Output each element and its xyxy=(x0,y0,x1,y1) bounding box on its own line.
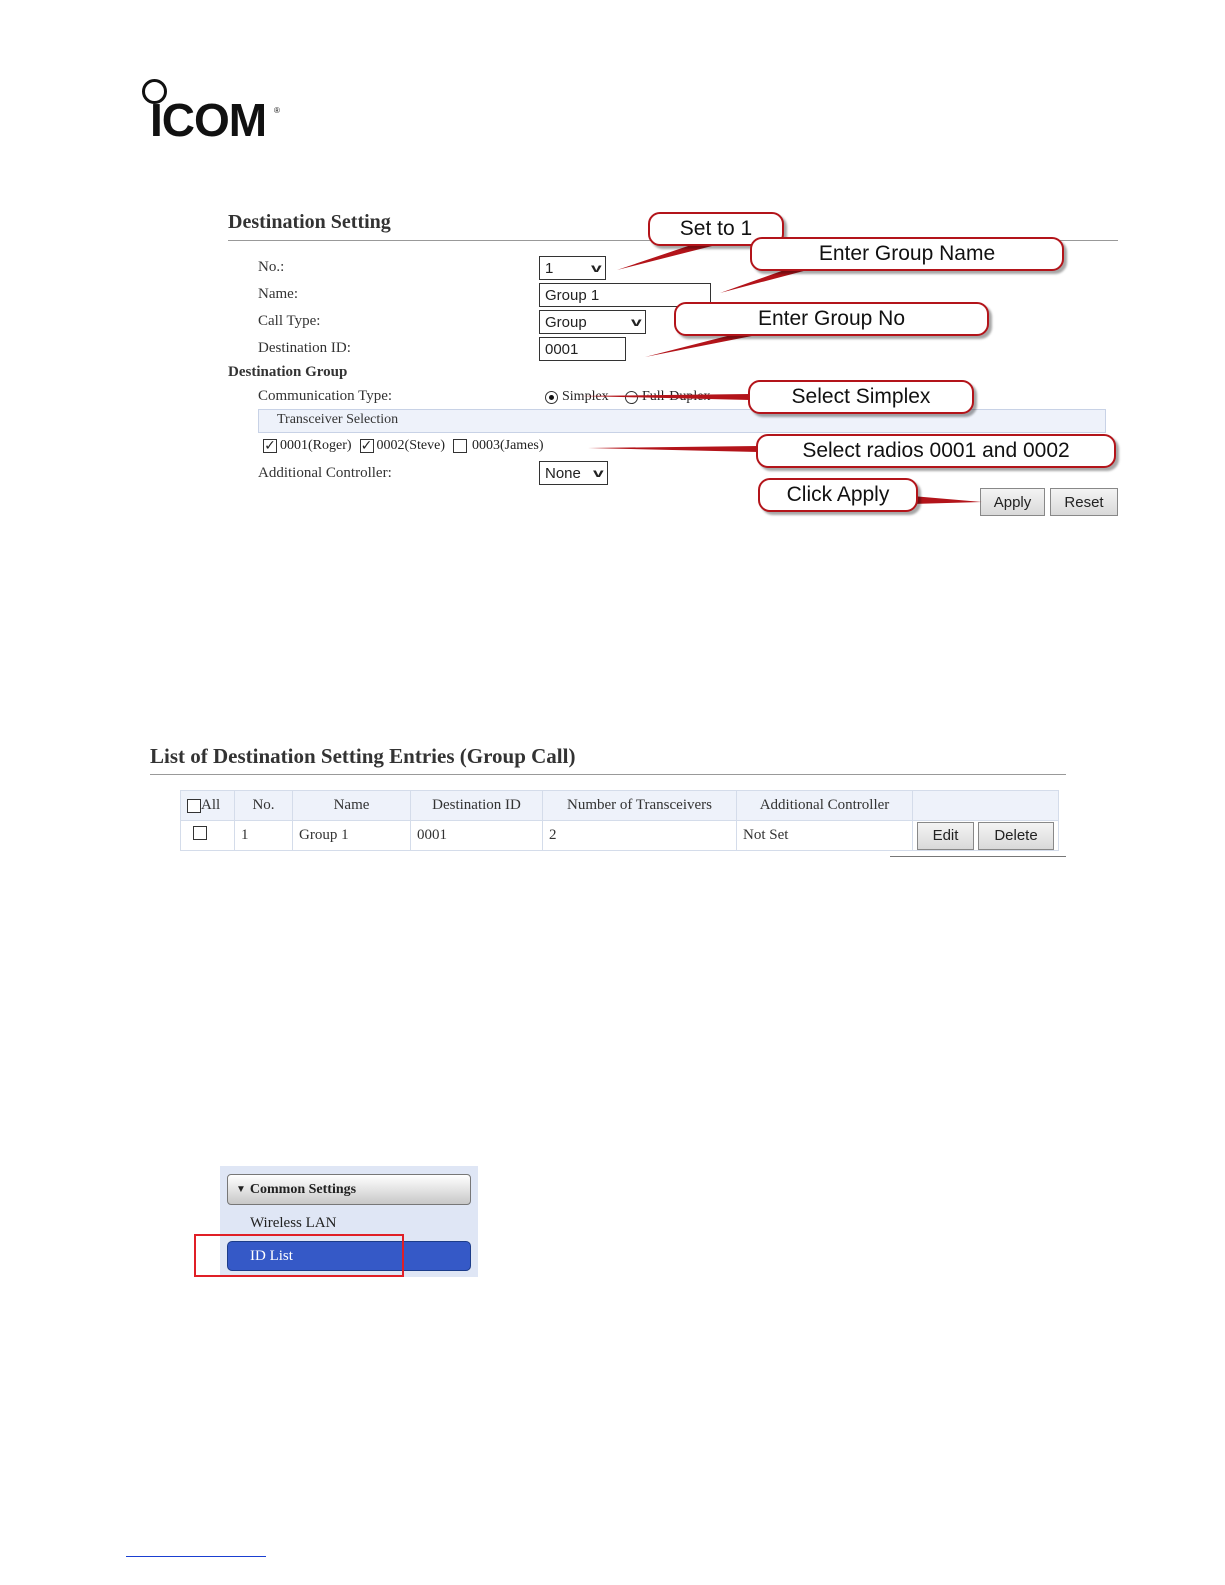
entries-table-wrap xyxy=(180,790,1059,851)
name-input[interactable]: Group 1 xyxy=(539,283,711,307)
transceiver-checkbox-0001[interactable]: ✓ xyxy=(264,438,276,454)
header-number-of-transceivers: Number of Transceivers xyxy=(543,791,737,821)
additional-controller-value: None xyxy=(545,464,581,482)
communication-type-label: Communication Type: xyxy=(258,388,393,404)
list-title-divider xyxy=(150,774,1066,775)
chevron-down-icon: v xyxy=(593,466,605,480)
pointer-group-no xyxy=(645,334,762,357)
table-header-row xyxy=(181,791,1059,821)
cell-name: Group 1 xyxy=(293,821,411,851)
no-select-value: 1 xyxy=(545,259,554,277)
destination-group-heading: Destination Group xyxy=(228,364,348,380)
registered-mark: ® xyxy=(274,106,280,115)
no-label: No.: xyxy=(258,259,285,275)
common-settings-header[interactable] xyxy=(227,1174,471,1205)
callout-select-radios: Select radios 0001 and 0002 xyxy=(756,434,1116,468)
pointer-simplex xyxy=(580,394,750,400)
reset-button[interactable]: Reset xyxy=(1050,488,1118,516)
simplex-label: Simplex xyxy=(562,389,609,404)
select-all-checkbox[interactable] xyxy=(187,799,201,813)
name-label: Name: xyxy=(258,286,298,302)
caret-down-icon: ▼ xyxy=(236,1184,246,1195)
header-name: Name xyxy=(293,791,411,821)
chevron-down-icon: v xyxy=(591,261,603,275)
call-type-value: Group xyxy=(545,313,587,331)
destination-id-input[interactable]: 0001 xyxy=(539,337,626,361)
pointer-group-name xyxy=(720,268,815,293)
callout-enter-group-name: Enter Group Name xyxy=(750,237,1064,271)
transceiver-label: 0001(Roger) xyxy=(280,438,352,453)
menu-item-id-list[interactable]: ID List xyxy=(227,1241,471,1271)
transceiver-label: 0002(Steve) xyxy=(376,438,445,453)
cell-additional-controller: Not Set xyxy=(737,821,913,851)
header-actions xyxy=(913,791,1059,821)
table-row xyxy=(181,821,1059,851)
icom-logo: ICOM xyxy=(150,94,267,146)
callout-enter-group-no: Enter Group No xyxy=(674,302,989,336)
all-label: All xyxy=(201,797,221,813)
cell-actions xyxy=(913,821,1059,851)
header-no: No. xyxy=(235,791,293,821)
transceiver-label: 0003(James) xyxy=(471,438,544,453)
callout-click-apply: Click Apply xyxy=(758,478,918,512)
entries-table xyxy=(180,790,1059,851)
header-destination-id: Destination ID xyxy=(411,791,543,821)
header-all xyxy=(181,791,235,821)
page-title: Destination Setting xyxy=(228,211,391,233)
row-checkbox-cell xyxy=(181,821,235,851)
cell-no: 1 xyxy=(235,821,293,851)
chevron-down-icon: v xyxy=(631,315,643,329)
menu-item-wireless-lan[interactable]: Wireless LAN xyxy=(250,1215,337,1231)
destination-id-label: Destination ID: xyxy=(258,340,351,356)
delete-button[interactable]: Delete xyxy=(978,822,1054,850)
apply-button[interactable]: Apply xyxy=(980,488,1045,516)
additional-controller-label: Additional Controller: xyxy=(258,465,392,481)
cell-number-of-transceivers: 2 xyxy=(543,821,737,851)
callout-set-to-1: Set to 1 xyxy=(648,212,784,246)
transceiver-selection-label: Transceiver Selection xyxy=(277,412,399,427)
edit-button[interactable]: Edit xyxy=(917,822,974,850)
row-checkbox[interactable] xyxy=(193,826,207,840)
highlight-box xyxy=(194,1234,404,1277)
common-settings-label: Common Settings xyxy=(249,1181,357,1197)
callout-select-simplex: Select Simplex xyxy=(748,380,974,414)
footer-link-underline xyxy=(126,1556,266,1557)
pointer-radios xyxy=(588,446,758,452)
header-additional-controller: Additional Controller xyxy=(737,791,913,821)
table-underline xyxy=(890,856,1066,857)
transceiver-checkbox-0002[interactable]: ✓ xyxy=(360,438,373,454)
pointer-set-to-1 xyxy=(617,244,720,270)
call-type-label: Call Type: xyxy=(258,313,321,329)
cell-destination-id: 0001 xyxy=(411,821,543,851)
pointer-apply xyxy=(912,496,982,504)
list-title: List of Destination Setting Entries (Group Call) xyxy=(150,744,576,768)
